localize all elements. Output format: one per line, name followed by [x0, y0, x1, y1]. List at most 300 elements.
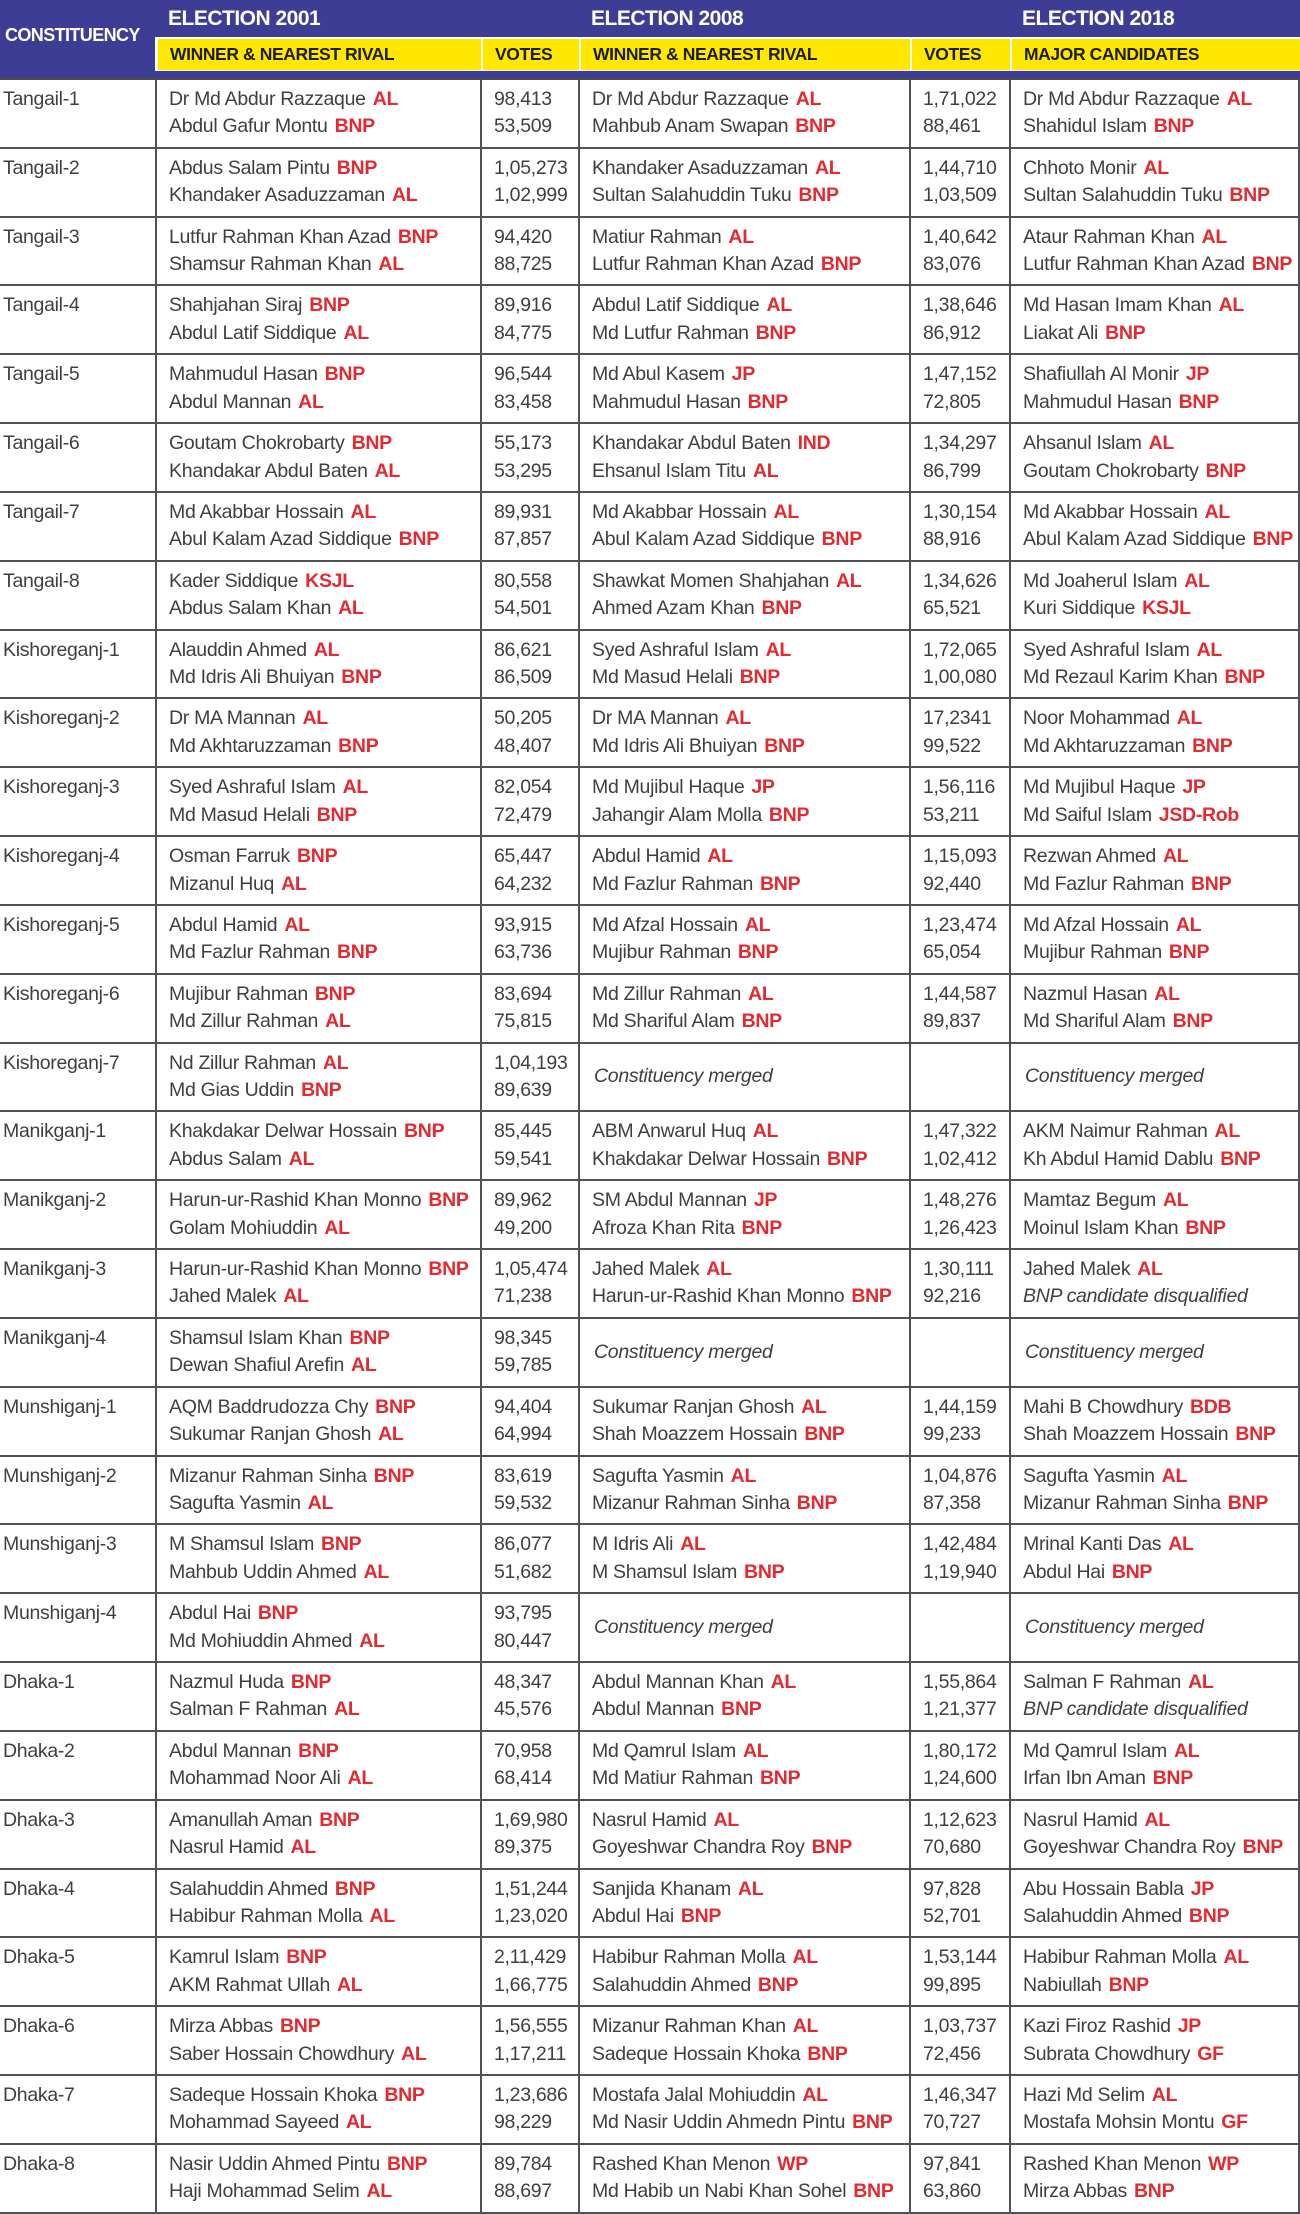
votes-value: 84,775	[494, 321, 552, 344]
candidates-cell	[155, 218, 480, 285]
candidate-line	[592, 1837, 905, 1858]
party-tag: BNP	[336, 156, 378, 179]
candidates-cell	[1009, 837, 1300, 904]
candidate-line	[169, 1080, 476, 1101]
candidate-name: Dr MA Mannan	[169, 707, 296, 730]
party-tag: AL	[1223, 1946, 1249, 1969]
candidate-line	[1023, 461, 1294, 482]
candidate-name: Md Idris Ali Bhuiyan	[169, 666, 335, 689]
party-tag: BNP	[316, 803, 358, 826]
candidates-cell	[155, 1870, 480, 1937]
candidate-name: Dr MA Mannan	[592, 707, 719, 730]
party-tag: JSD-Rob	[1158, 803, 1240, 826]
votes-cell	[480, 837, 578, 904]
candidate-name: Jahed Malek	[1023, 1258, 1131, 1281]
party-tag: AL	[737, 1877, 764, 1900]
table-row	[0, 1594, 1300, 1663]
party-tag: GF	[1221, 2111, 1248, 2134]
candidate-name: AKM Naimur Rahman	[1023, 1120, 1208, 1143]
votes-cell	[480, 1870, 578, 1937]
candidate-name: Nasir Uddin Ahmed Pintu	[169, 2152, 380, 2175]
party-tag: BNP	[1224, 666, 1265, 689]
candidate-line	[169, 1879, 476, 1900]
candidate-name: Md Mohiuddin Ahmed	[169, 1629, 353, 1652]
candidate-name: Ahsanul Islam	[1023, 432, 1142, 455]
votes-value: 1,15,093	[923, 845, 997, 868]
candidate-line	[169, 295, 476, 316]
party-tag: AL	[1226, 87, 1253, 110]
votes-value: 1,71,022	[923, 87, 997, 110]
party-tag: AL	[770, 1671, 797, 1694]
candidate-name: M Shamsul Islam	[592, 1560, 738, 1583]
votes-value: 88,461	[923, 115, 981, 138]
candidate-name: Md Akabbar Hossain	[169, 500, 344, 523]
candidate-line	[592, 323, 905, 344]
votes-value: 52,701	[923, 1904, 981, 1927]
merged-cell	[578, 1044, 909, 1111]
candidate-line	[592, 1947, 905, 1968]
votes-2001-label: VOTES	[483, 39, 581, 70]
votes-cell	[909, 2007, 1009, 2074]
candidate-name: Mohammad Sayeed	[169, 2111, 340, 2134]
party-tag: BNP	[337, 941, 378, 964]
merged-note: Constituency merged	[594, 1340, 773, 1363]
candidates-cell	[1009, 1870, 1300, 1937]
candidate-line	[1023, 185, 1294, 206]
votes-value: 92,216	[923, 1285, 981, 1308]
votes-value: 98,345	[494, 1326, 552, 1349]
candidate-name: Md Fazlur Rahman	[592, 872, 754, 895]
candidate-line	[592, 1190, 905, 1211]
candidate-name: Khandaker Asaduzzaman	[169, 184, 385, 207]
candidate-name: Abdul Gafur Montu	[169, 115, 328, 138]
candidates-cell	[578, 424, 909, 491]
candidate-line	[1023, 846, 1294, 867]
candidate-line	[592, 1672, 905, 1693]
candidates-cell	[155, 1525, 480, 1592]
constituency-cell: Kishoreganj-5	[3, 913, 120, 936]
votes-cell	[909, 1594, 1009, 1661]
votes-value: 53,295	[494, 459, 552, 482]
votes-value: 1,23,474	[923, 913, 997, 936]
party-tag: BNP	[1252, 528, 1293, 551]
candidate-line	[1023, 1259, 1294, 1280]
votes-cell	[909, 1457, 1009, 1524]
party-tag: KSJL	[1142, 597, 1191, 620]
candidate-name: Abdul Hai	[169, 1602, 251, 1625]
party-tag: KSJL	[305, 569, 354, 592]
candidates-cell	[578, 837, 909, 904]
candidate-name: Kader Siddique	[169, 569, 299, 592]
candidates-cell	[155, 1938, 480, 2005]
candidate-line	[169, 1534, 476, 1555]
candidate-line	[1023, 571, 1294, 592]
candidate-line	[1023, 736, 1294, 757]
party-tag: AL	[334, 1698, 360, 1721]
candidates-cell	[1009, 1663, 1300, 1730]
candidate-name: Kazi Firoz Rashid	[1023, 2015, 1171, 2038]
votes-value: 98,413	[494, 87, 552, 110]
party-tag: BNP	[375, 1395, 416, 1418]
candidate-line	[1023, 1190, 1294, 1211]
votes-value: 70,727	[923, 2111, 981, 2134]
candidate-line	[592, 392, 905, 413]
merged-cell	[1009, 1319, 1300, 1386]
votes-value: 96,544	[494, 363, 552, 386]
party-tag: AL	[1175, 913, 1202, 936]
votes-cell	[480, 80, 578, 147]
candidates-cell	[155, 493, 480, 560]
candidate-name: Jahed Malek	[169, 1285, 277, 1308]
party-tag: AL	[343, 321, 369, 344]
candidate-name: Mizanur Rahman Sinha	[1023, 1491, 1221, 1514]
candidate-line	[592, 116, 905, 137]
candidate-name: Md Abul Kasem	[592, 363, 725, 386]
party-tag: AL	[1176, 707, 1203, 730]
votes-value: 1,48,276	[923, 1189, 997, 1212]
votes-cell	[480, 2145, 578, 2212]
party-tag: AL	[1173, 1739, 1200, 1762]
party-tag: BNP	[384, 2084, 425, 2106]
candidate-line	[592, 1562, 905, 1583]
party-tag: AL	[680, 1533, 706, 1556]
votes-cell	[909, 562, 1009, 629]
candidates-cell	[1009, 1938, 1300, 2005]
candidate-line	[1023, 1466, 1294, 1487]
votes-value: 59,541	[494, 1147, 552, 1170]
party-tag: AL	[773, 500, 799, 523]
party-tag: AL	[748, 982, 774, 1005]
candidate-name: Abdul Mannan	[169, 1739, 292, 1762]
candidate-line	[169, 89, 476, 110]
votes-value: 93,795	[494, 1602, 552, 1625]
votes-cell	[909, 837, 1009, 904]
party-tag: BNP	[768, 803, 810, 826]
party-tag: BNP	[349, 1326, 390, 1349]
party-tag: BNP	[1152, 1767, 1193, 1790]
candidate-line	[169, 2154, 476, 2175]
candidates-cell	[578, 1250, 909, 1317]
candidate-name: SM Abdul Mannan	[592, 1189, 747, 1212]
party-tag: AL	[288, 1147, 315, 1170]
party-tag: AL	[752, 459, 779, 482]
constituency-cell: Munshiganj-4	[3, 1602, 117, 1625]
candidates-cell	[578, 699, 909, 766]
merged-cell	[578, 1594, 909, 1661]
merged-note: Constituency merged	[1025, 1065, 1204, 1088]
votes-cell	[480, 768, 578, 835]
candidate-name: Saber Hossain Chowdhury	[169, 2042, 395, 2065]
party-tag: BNP	[1185, 1216, 1226, 1239]
candidate-line	[1023, 2154, 1294, 2175]
candidates-cell	[155, 286, 480, 353]
candidate-name: Khandaker Asaduzzaman	[592, 156, 808, 179]
candidate-line	[592, 667, 905, 688]
votes-cell	[480, 906, 578, 973]
table-row	[0, 493, 1300, 562]
candidate-name: Habibur Rahman Molla	[592, 1946, 786, 1969]
candidate-line	[1023, 777, 1294, 798]
candidate-name: Jahed Malek	[592, 1258, 700, 1281]
party-tag: BNP	[1172, 1010, 1213, 1033]
candidates-cell	[155, 2076, 480, 2143]
constituency-cell: Kishoreganj-2	[3, 707, 120, 730]
party-tag: WP	[1208, 2152, 1239, 2175]
candidate-line	[592, 89, 905, 110]
candidate-name: Mostafa Jalal Mohiuddin	[592, 2084, 796, 2106]
votes-value: 75,815	[494, 1010, 552, 1033]
table-row	[0, 906, 1300, 975]
party-tag: BNP	[298, 1739, 339, 1762]
table-row	[0, 1181, 1300, 1250]
candidate-line	[1023, 942, 1294, 963]
constituency-cell: Munshiganj-2	[3, 1464, 117, 1487]
party-tag: AL	[351, 1354, 377, 1377]
candidate-line	[169, 1906, 476, 1927]
merged-cell	[1009, 1594, 1300, 1661]
votes-value: 97,841	[923, 2152, 981, 2175]
party-tag: BDB	[1189, 1395, 1232, 1418]
candidate-line	[1023, 874, 1294, 895]
candidate-name: Harun-ur-Rashid Khan Monno	[592, 1285, 845, 1308]
party-tag: AL	[792, 2015, 819, 2038]
votes-value: 64,232	[494, 872, 552, 895]
candidate-line	[1023, 1493, 1294, 1514]
votes-value: 1,02,412	[923, 1147, 997, 1170]
candidate-name: Mizanul Huq	[169, 872, 275, 895]
candidate-name: Sultan Salahuddin Tuku	[1023, 184, 1223, 207]
candidate-line	[169, 364, 476, 385]
candidate-name: Khakdakar Delwar Hossain	[169, 1120, 397, 1143]
table-row	[0, 80, 1300, 149]
candidate-name: Hazi Md Selim	[1023, 2084, 1145, 2106]
votes-value: 45,576	[494, 1698, 552, 1721]
party-tag: AL	[346, 2111, 372, 2134]
votes-cell	[909, 493, 1009, 560]
votes-value: 1,17,211	[494, 2042, 567, 2065]
candidate-name: Abdul Hai	[592, 1904, 674, 1927]
party-tag: AL	[1204, 500, 1230, 523]
candidate-name: Salman F Rahman	[1023, 1671, 1182, 1694]
votes-cell	[909, 1525, 1009, 1592]
votes-cell	[480, 2076, 578, 2143]
candidates-cell	[578, 2145, 909, 2212]
candidate-line	[169, 529, 476, 550]
votes-value: 92,440	[923, 872, 981, 895]
header-right	[155, 0, 1300, 71]
candidate-line	[169, 433, 476, 454]
candidate-line	[169, 1397, 476, 1418]
party-tag: AL	[792, 1946, 818, 1969]
votes-value: 83,458	[494, 390, 552, 413]
candidates-cell	[578, 1112, 909, 1179]
candidate-line	[169, 942, 476, 963]
candidates-cell	[1009, 1457, 1300, 1524]
candidate-name: Mizanur Rahman Sinha	[592, 1491, 790, 1514]
candidate-line	[1023, 2181, 1294, 2202]
party-tag: BNP	[741, 1010, 782, 1033]
candidate-line	[592, 1149, 905, 1170]
votes-value: 65,521	[923, 597, 981, 620]
party-tag: BNP	[737, 941, 779, 964]
table-row	[0, 837, 1300, 906]
votes-cell	[480, 1044, 578, 1111]
votes-value: 89,784	[494, 2152, 552, 2175]
votes-value: 88,725	[494, 253, 552, 276]
party-tag: BNP	[351, 432, 392, 455]
candidate-line	[169, 736, 476, 757]
candidate-line	[169, 1493, 476, 1514]
votes-value: 97,828	[923, 1877, 981, 1900]
votes-value: 83,076	[923, 253, 981, 276]
votes-value: 72,805	[923, 390, 981, 413]
candidates-cell	[1009, 1112, 1300, 1179]
candidate-name: Md Rezaul Karim Khan	[1023, 666, 1218, 689]
party-tag: BNP	[1105, 321, 1146, 344]
votes-cell	[909, 1181, 1009, 1248]
candidates-cell	[578, 149, 909, 216]
candidate-line	[1023, 364, 1294, 385]
party-tag: BNP	[747, 390, 788, 413]
candidates-cell	[155, 149, 480, 216]
candidate-line	[592, 640, 905, 661]
votes-value: 1,44,587	[923, 982, 997, 1005]
candidate-name: Shahjahan Siraj	[169, 294, 303, 317]
candidate-line	[169, 1218, 476, 1239]
candidate-line	[592, 1879, 905, 1900]
candidates-cell	[1009, 493, 1300, 560]
votes-cell	[480, 699, 578, 766]
candidate-name: Md Afzal Hossain	[592, 913, 738, 936]
candidate-name: Shawkat Momen Shahjahan	[592, 569, 830, 592]
candidate-name: Nasrul Hamid	[592, 1808, 707, 1831]
votes-value: 68,414	[494, 1767, 552, 1790]
party-tag: JP	[1177, 2015, 1201, 2038]
candidate-line	[1023, 89, 1294, 110]
party-tag: BNP	[760, 1767, 801, 1790]
candidate-line	[169, 598, 476, 619]
candidate-name: Md Joaherul Islam	[1023, 569, 1178, 592]
party-tag: BNP	[309, 294, 350, 317]
votes-value: 48,407	[494, 734, 552, 757]
candidate-name: Abdul Mannan	[169, 390, 292, 413]
candidate-name: Matiur Rahman	[592, 225, 722, 248]
table-row	[0, 768, 1300, 837]
votes-cell	[909, 286, 1009, 353]
votes-value: 1,05,273	[494, 156, 568, 179]
candidate-name: Abul Kalam Azad Siddique	[1023, 528, 1246, 551]
constituency-cell: Dhaka-7	[3, 2084, 75, 2107]
candidate-name: Liakat Ali	[1023, 321, 1099, 344]
votes-cell	[480, 1525, 578, 1592]
votes-value: 99,233	[923, 1423, 981, 1446]
party-tag: BNP	[301, 1079, 342, 1101]
candidate-line	[169, 1466, 476, 1487]
constituency-cell: Dhaka-6	[3, 2015, 75, 2038]
votes-value: 1,30,111	[923, 1258, 994, 1281]
votes-value: 1,80,172	[923, 1739, 997, 1762]
table-row	[0, 218, 1300, 287]
votes-cell	[480, 355, 578, 422]
candidate-name: Harun-ur-Rashid Khan Monno	[169, 1189, 422, 1212]
candidate-line	[592, 846, 905, 867]
candidate-name: Syed Ashraful Islam	[1023, 638, 1190, 661]
candidate-name: Lutfur Rahman Khan Azad	[1023, 253, 1245, 276]
candidates-cell	[155, 424, 480, 491]
party-tag: AL	[313, 638, 340, 661]
candidate-line	[169, 846, 476, 867]
candidates-cell	[155, 2007, 480, 2074]
votes-cell	[480, 1112, 578, 1179]
candidates-cell	[1009, 2007, 1300, 2074]
party-tag: AL	[1162, 845, 1189, 868]
party-tag: BNP	[760, 872, 801, 895]
candidate-name: Mujibur Rahman	[1023, 941, 1162, 964]
constituency-cell: Kishoreganj-4	[3, 845, 120, 868]
party-tag: BNP	[1191, 872, 1232, 895]
table-row	[0, 1457, 1300, 1526]
constituency-cell: Tangail-1	[3, 88, 80, 110]
candidate-name: Goyeshwar Chandra Roy	[1023, 1836, 1236, 1859]
party-tag: AL	[1214, 1120, 1240, 1143]
candidate-line	[592, 777, 905, 798]
party-tag: BNP	[1168, 941, 1210, 964]
candidate-line	[1023, 598, 1294, 619]
party-tag: BNP	[1192, 734, 1233, 757]
votes-value: 1,03,509	[923, 184, 997, 207]
votes-value: 86,509	[494, 666, 552, 689]
candidate-name: Abul Kalam Azad Siddique	[592, 528, 815, 551]
candidate-line	[1023, 2044, 1294, 2065]
party-tag: AL	[802, 2084, 828, 2106]
constituency-cell: Kishoreganj-3	[3, 776, 120, 799]
candidates-cell	[1009, 562, 1300, 629]
table-row	[0, 149, 1300, 218]
party-tag: AL	[337, 1973, 363, 1996]
party-tag: JP	[1185, 363, 1210, 386]
candidate-line	[1023, 640, 1294, 661]
table-row	[0, 1319, 1300, 1388]
candidate-name: Md Qamrul Islam	[1023, 1739, 1167, 1762]
votes-value: 50,205	[494, 707, 552, 730]
note-text: BNP candidate disqualified	[1023, 1285, 1248, 1308]
party-tag: AL	[795, 87, 822, 110]
candidates-cell	[155, 1181, 480, 1248]
candidate-line	[592, 2085, 905, 2106]
candidate-name: Md Saiful Islam	[1023, 803, 1152, 826]
table-row	[0, 2145, 1300, 2214]
candidates-cell	[155, 837, 480, 904]
major-candidates-label: MAJOR CANDIDATES	[1012, 39, 1300, 70]
candidate-line	[169, 1699, 476, 1720]
candidate-line	[592, 2016, 905, 2037]
candidate-line	[592, 1810, 905, 1831]
votes-value: 63,860	[923, 2180, 981, 2203]
candidates-cell	[155, 631, 480, 698]
party-tag: BNP	[1153, 115, 1194, 138]
candidate-line	[169, 984, 476, 1005]
candidate-line	[592, 2154, 905, 2175]
party-tag: AL	[765, 638, 792, 661]
candidate-line	[169, 874, 476, 895]
candidate-line	[169, 1424, 476, 1445]
votes-cell	[480, 1250, 578, 1317]
votes-cell	[909, 2145, 1009, 2212]
candidate-line	[169, 1768, 476, 1789]
table-row	[0, 1044, 1300, 1113]
party-tag: BNP	[798, 184, 839, 207]
candidate-line	[1023, 915, 1294, 936]
